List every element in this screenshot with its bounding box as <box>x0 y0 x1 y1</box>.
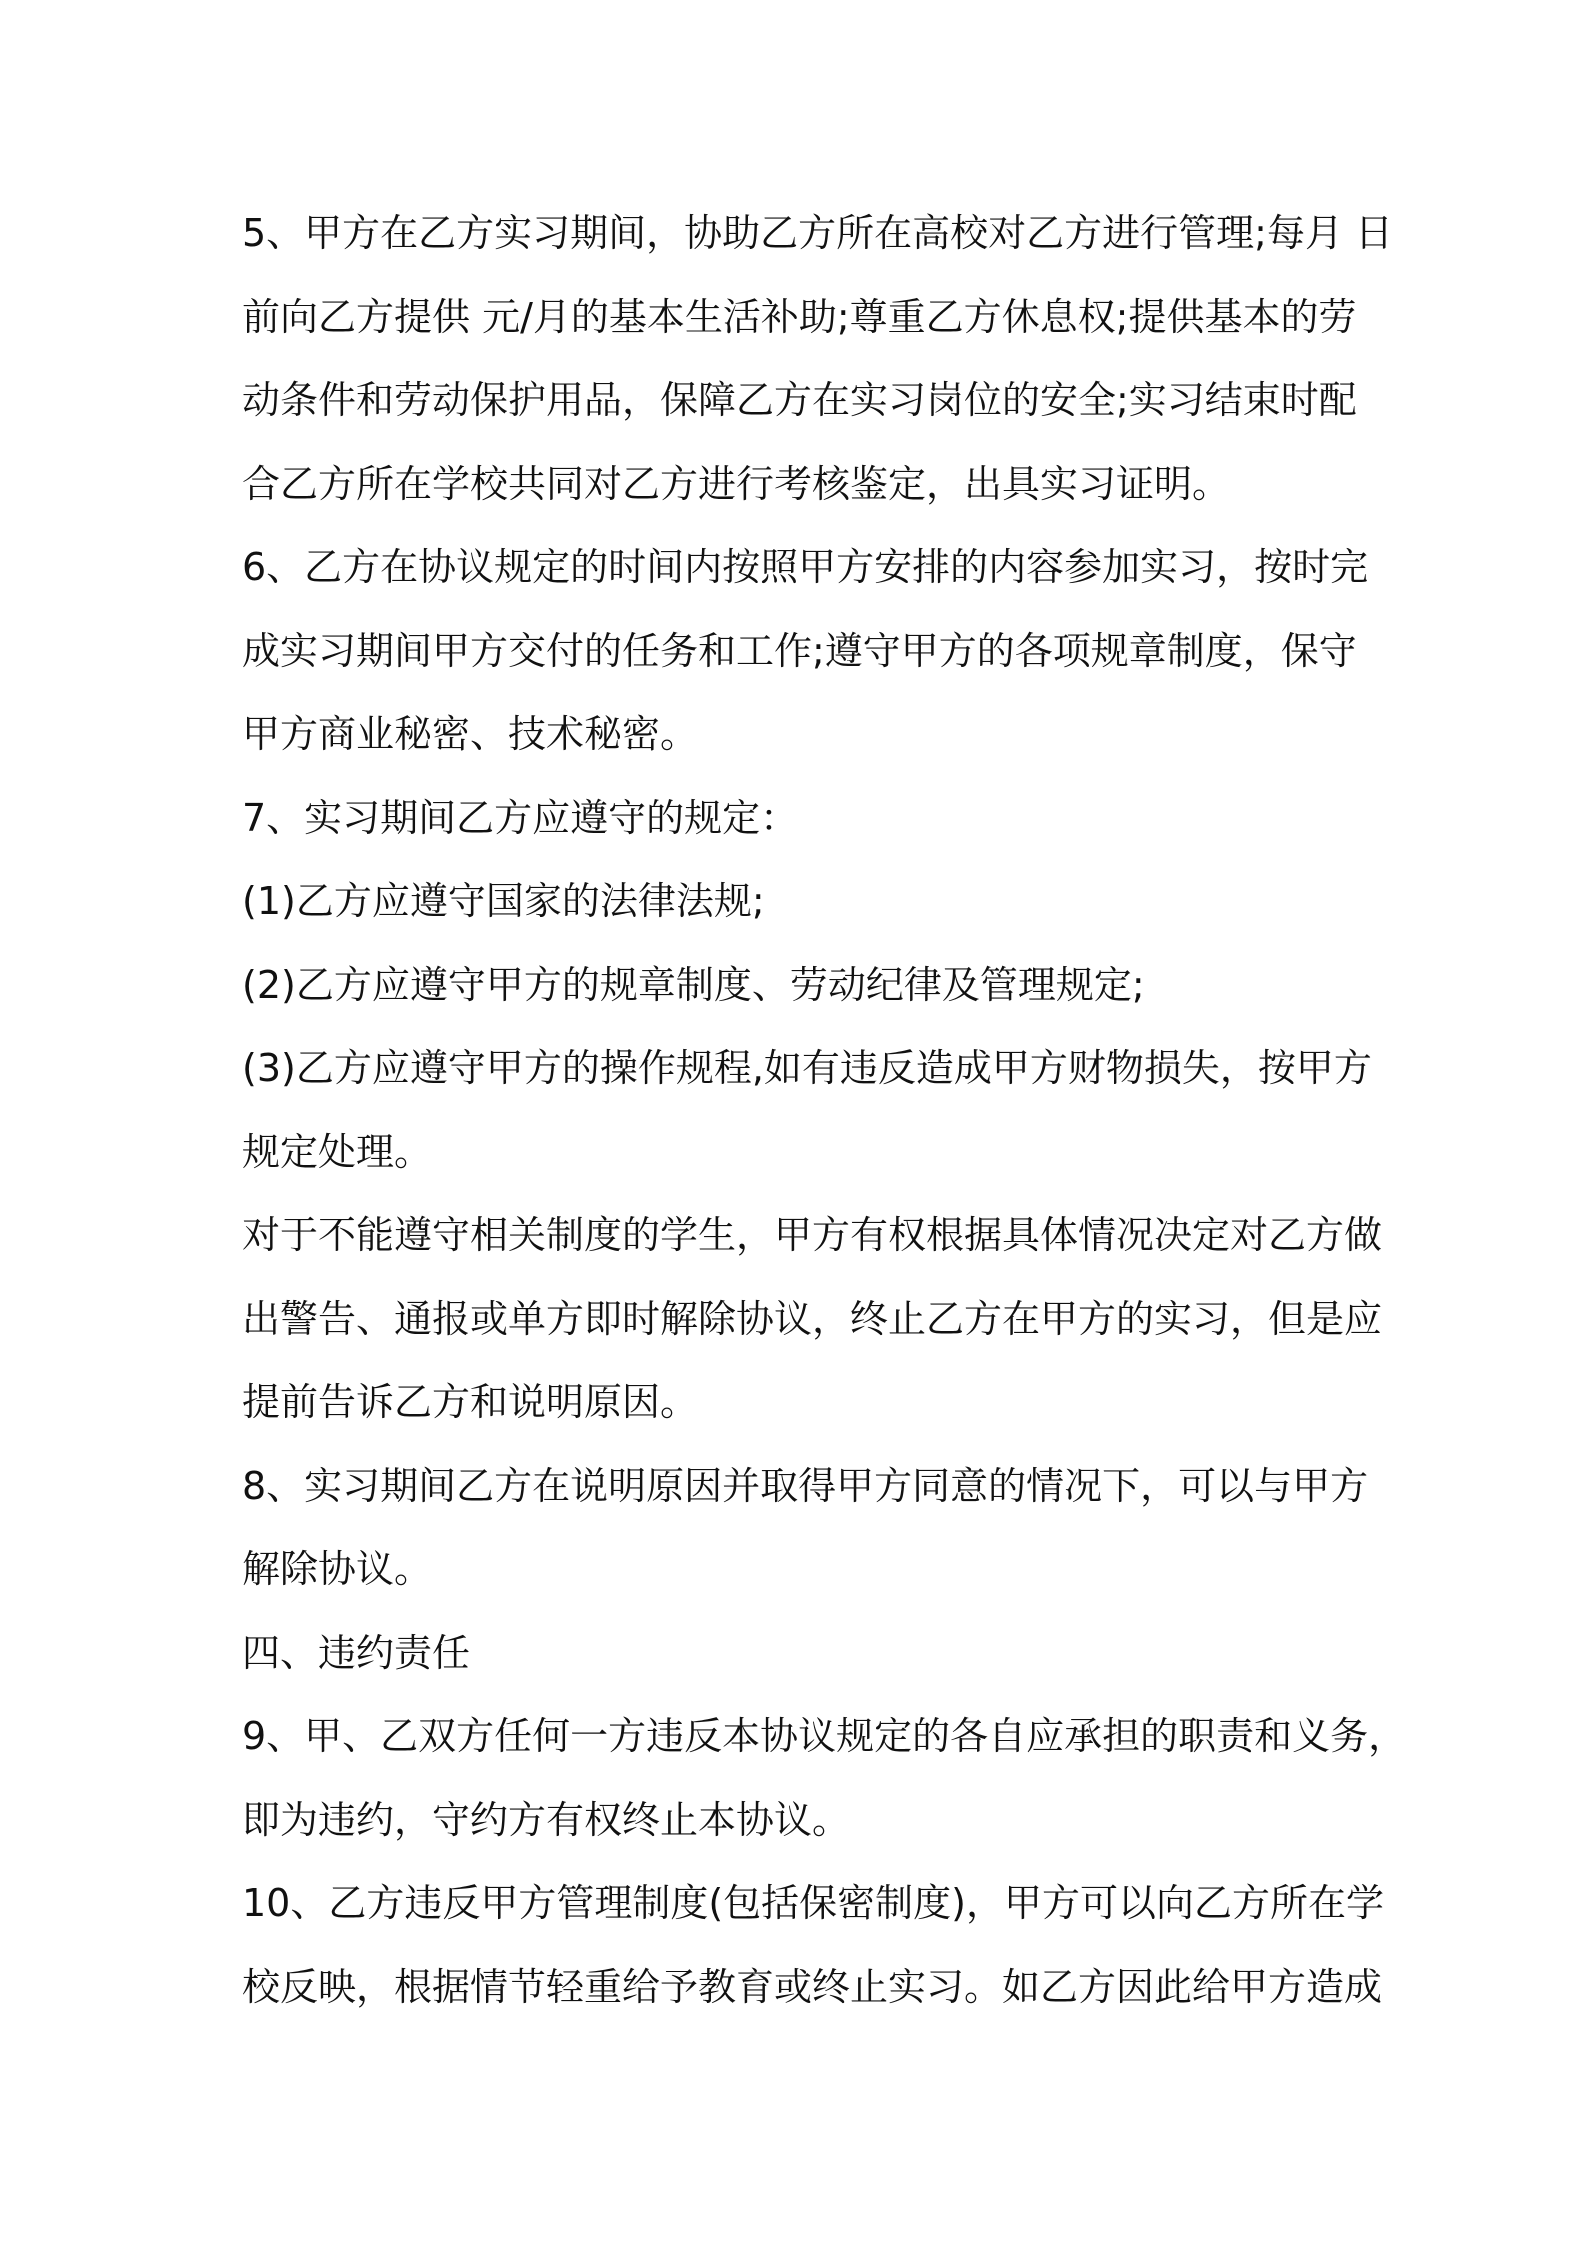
text-line-3: 动条件和劳动保护用品，保障乙方在实习岗位的安全;实习结束时配 <box>242 378 1357 422</box>
text-line-16: 8、实习期间乙方在说明原因并取得甲方同意的情况下，可以与甲方 <box>242 1463 1369 1508</box>
text-line-1: 5、甲方在乙方实习期间，协助乙方所在高校对乙方进行管理;每月 日 <box>242 211 1394 255</box>
text-line-22: 校反映，根据情节轻重给予教育或终止实习。如乙方因此给甲方造成 <box>242 1964 1383 2009</box>
text-line-7: 甲方商业秘密、技术秘密。 <box>242 712 699 756</box>
document-page <box>242 192 1407 2029</box>
text-line-2: 前向乙方提供 元/月的基本生活补助;尊重乙方休息权;提供基本的劳 <box>242 294 1357 339</box>
text-line-4: 合乙方所在学校共同对乙方进行考核鉴定，出具实习证明。 <box>242 461 1231 506</box>
text-line-5: 6、乙方在协议规定的时间内按照甲方安排的内容参加实习，按时完 <box>242 545 1369 589</box>
text-line-14: 出警告、通报或单方即时解除协议，终止乙方在甲方的实习，但是应 <box>242 1296 1383 1341</box>
section-heading: 四、违约责任 <box>242 1630 471 1675</box>
text-line-21: 10、乙方违反甲方管理制度(包括保密制度)，甲方可以向乙方所在学 <box>242 1881 1385 1925</box>
text-line-19: 9、甲、乙双方任何一方违反本协议规定的各自应承担的职责和义务， <box>242 1714 1407 1758</box>
text-line-15: 提前告诉乙方和说明原因。 <box>242 1380 699 1424</box>
text-line-10: (2)乙方应遵守甲方的规章制度、劳动纪律及管理规定; <box>242 962 1145 1007</box>
text-line-6: 成实习期间甲方交付的任务和工作;遵守甲方的各项规章制度，保守 <box>242 628 1357 673</box>
text-line-11: (3)乙方应遵守甲方的操作规程,如有违反造成甲方财物损失，按甲方 <box>242 1046 1372 1090</box>
text-line-13: 对于不能遵守相关制度的学生，甲方有权根据具体情况决定对乙方做 <box>242 1213 1383 1257</box>
text-line-17: 解除协议。 <box>242 1547 433 1591</box>
text-line-8: 7、实习期间乙方应遵守的规定： <box>242 795 799 840</box>
text-line-9: (1)乙方应遵守国家的法律法规; <box>242 879 765 923</box>
text-line-20: 即为违约，守约方有权终止本协议。 <box>242 1797 851 1842</box>
text-line-12: 规定处理。 <box>242 1129 433 1174</box>
